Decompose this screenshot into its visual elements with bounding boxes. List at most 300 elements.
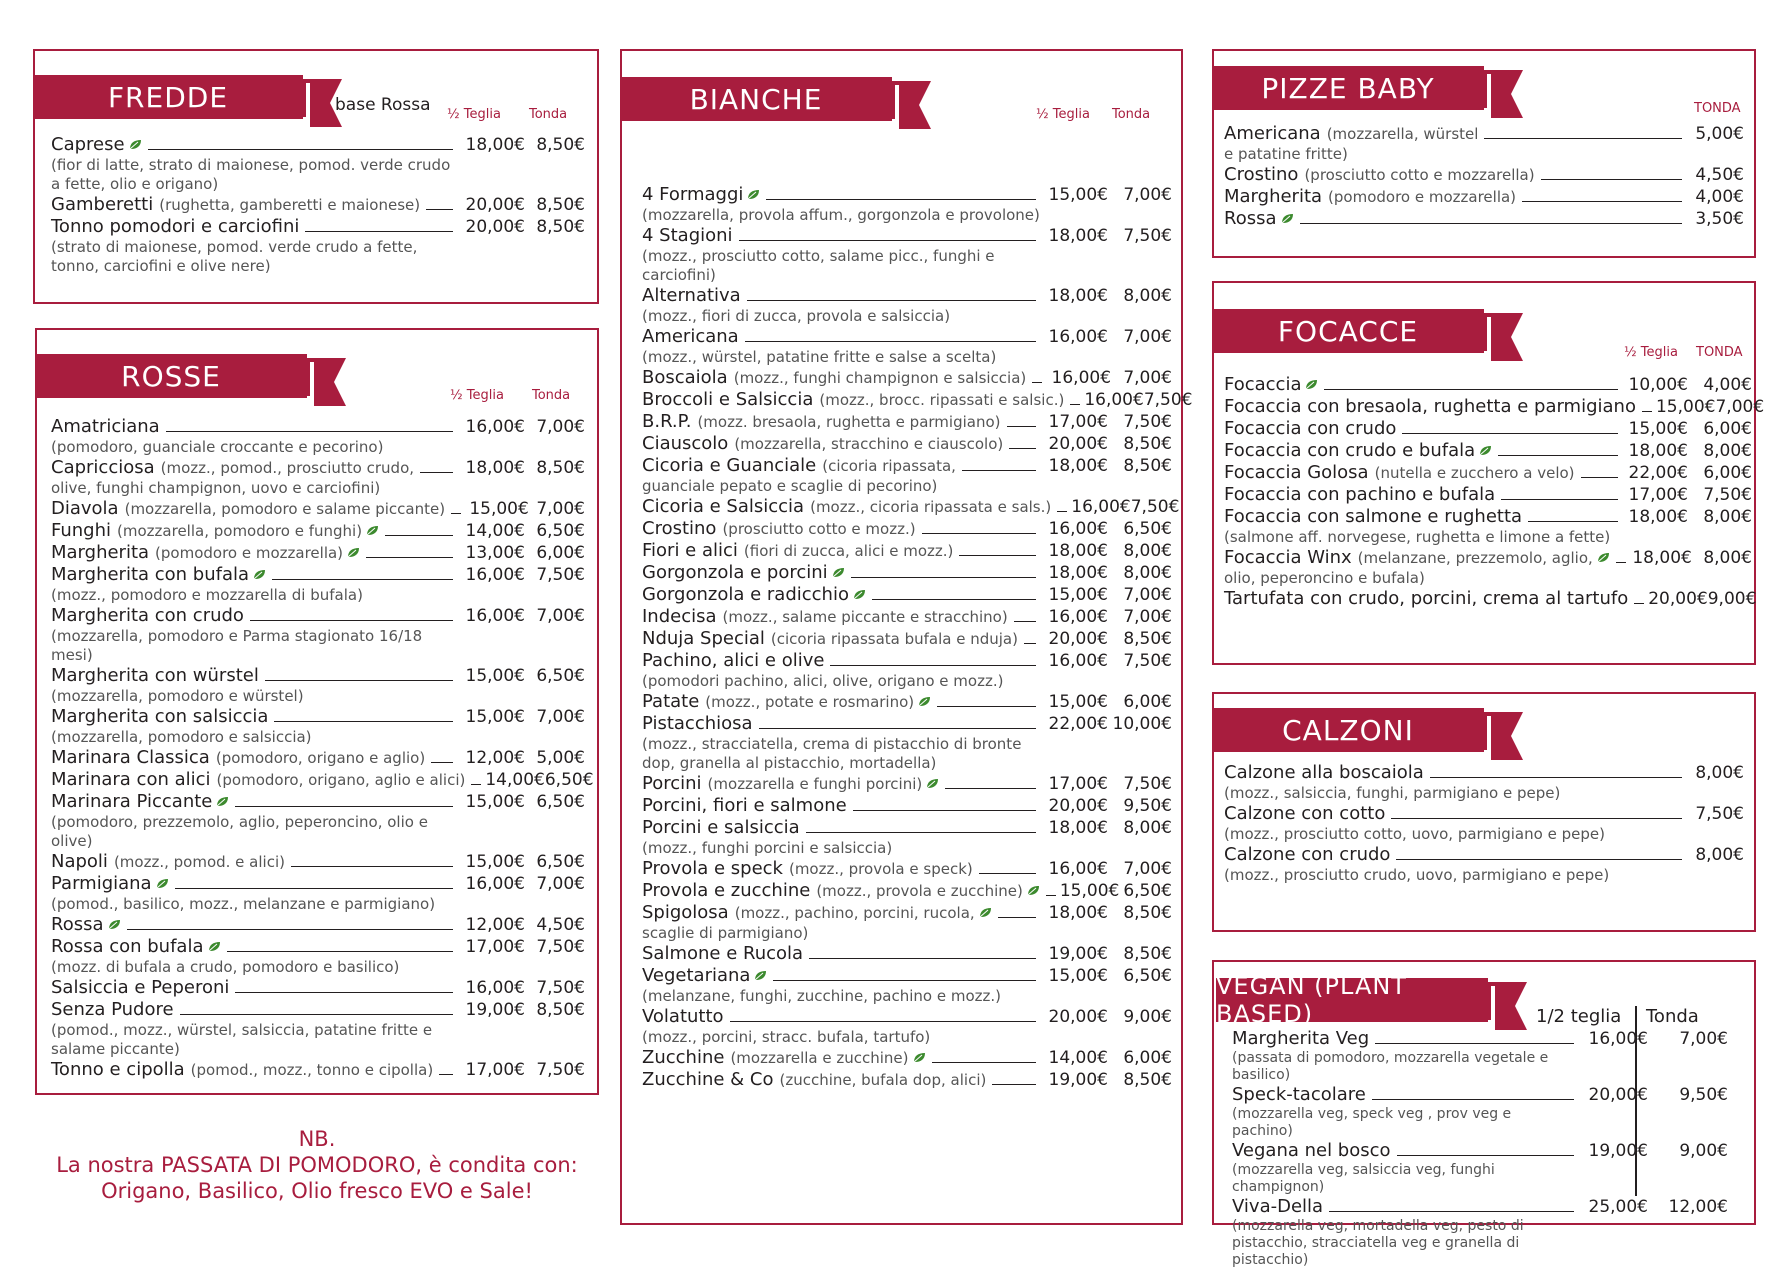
menu-item (51, 194, 585, 216)
price-tonda: 8,50€ (1123, 456, 1172, 476)
menu-item-line (642, 411, 1172, 433)
price-half-teglia: 16,00€ (465, 417, 525, 437)
item-name: Margherita Veg (1232, 1028, 1370, 1049)
item-ingredients: (mozz., pachino, porcini, rucola, (734, 904, 975, 922)
dotted-leader (366, 557, 453, 558)
item-name: Focaccia con bresaola, rughetta e parmigiano (1224, 396, 1636, 417)
dotted-leader (759, 728, 1036, 729)
price-half-teglia: 14,00€ (465, 521, 525, 541)
price-tonda: 7,00€ (536, 606, 585, 626)
price-tonda: 5,00€ (1695, 124, 1744, 144)
price-half-teglia: 12,00€ (465, 915, 525, 935)
menu-item (642, 650, 1172, 691)
menu-item-line (51, 977, 585, 999)
dotted-leader (291, 866, 453, 867)
menu-item (51, 564, 585, 605)
price-tonda: 8,00€ (1123, 563, 1172, 583)
price-tonda: 12,00€ (1668, 1197, 1728, 1217)
dotted-leader (1032, 382, 1042, 383)
section-rosse (35, 328, 599, 1095)
menu-item (51, 791, 585, 851)
menu-item-line (642, 285, 1172, 307)
menu-item (1224, 418, 1752, 440)
menu-item (642, 1047, 1172, 1069)
col-header-tonda: Tonda (529, 107, 568, 122)
menu-item (1224, 844, 1744, 885)
price-tonda: 4,50€ (1695, 165, 1744, 185)
price-tonda: 9,00€ (1707, 589, 1757, 609)
dotted-leader (739, 240, 1036, 241)
price-half-teglia: 15,00€ (465, 707, 525, 727)
menu-item (642, 584, 1172, 606)
menu-list (1224, 762, 1744, 885)
vegetarian-leaf-icon (754, 965, 767, 976)
item-description: (mozzarella veg, mortadella veg, pesto di pistacchio, stracciatella veg e granella di pistacchio) (1232, 1218, 1524, 1268)
price-tonda: 7,50€ (1123, 412, 1172, 432)
dotted-leader (1616, 562, 1626, 563)
menu-item-line (51, 194, 585, 216)
menu-item-line (642, 562, 1172, 584)
menu-item (51, 542, 585, 564)
menu-item (1224, 803, 1744, 844)
dotted-leader (451, 513, 461, 514)
price-tonda: 9,50€ (1123, 796, 1172, 816)
item-description: (mozzarella, pomodoro e würstel) (51, 687, 304, 705)
price-half-teglia: 16,00€ (1048, 519, 1108, 539)
dotted-leader (385, 535, 453, 536)
menu-item-line (51, 564, 585, 586)
menu-item-line (1224, 506, 1752, 528)
dotted-leader (806, 832, 1036, 833)
vegetarian-leaf-icon (1597, 547, 1610, 558)
item-ingredients: (prosciutto cotto e mozz.) (722, 520, 916, 538)
menu-item-line (1224, 762, 1744, 784)
item-name: Pistacchiosa (642, 713, 753, 734)
price-half-teglia: 18,00€ (1048, 226, 1108, 246)
price-half-teglia: 15,00€ (465, 666, 525, 686)
price-half-teglia: 16,00€ (1071, 497, 1131, 517)
item-ingredients: (pomodoro, origano e aglio) (215, 749, 426, 767)
menu-item (51, 747, 585, 769)
item-ingredients: (pomodoro, origano, aglio e alici) (216, 771, 466, 789)
dotted-leader (998, 917, 1036, 918)
dotted-leader (1396, 859, 1682, 860)
price-half-teglia: 15,00€ (1628, 419, 1688, 439)
item-name: Vegana nel bosco (1232, 1140, 1391, 1161)
dotted-leader (235, 992, 453, 993)
price-half-teglia: 16,00€ (1084, 390, 1144, 410)
item-description: (melanzane, funghi, zucchine, pachino e mozz.) (642, 987, 1001, 1005)
item-name: Margherita (1224, 186, 1323, 207)
nb-note (35, 1126, 599, 1204)
price-tonda: 8,50€ (536, 1000, 585, 1020)
price-half-teglia: 18,00€ (1048, 903, 1108, 923)
menu-item-line (51, 999, 585, 1021)
menu-item (51, 914, 585, 936)
item-ingredients: (mozz., brocc. ripassati e salsic.) (819, 391, 1065, 409)
dotted-leader (1324, 389, 1618, 390)
item-ingredients: (zucchine, bufala dop, alici) (779, 1071, 987, 1089)
price-tonda: 4,00€ (1703, 375, 1752, 395)
item-name: Indecisa (642, 606, 717, 627)
dotted-leader (830, 665, 1036, 666)
price-tonda: 8,50€ (536, 195, 585, 215)
dotted-leader (1501, 499, 1618, 500)
section-fredde (33, 49, 599, 304)
item-name: Cicoria e Salsiccia (642, 496, 805, 517)
price-half-teglia: 16,00€ (465, 606, 525, 626)
menu-list (1224, 123, 1744, 230)
menu-item (51, 873, 585, 914)
menu-item (642, 389, 1193, 411)
dotted-leader (1024, 643, 1036, 644)
item-name: Viva-Della (1232, 1196, 1324, 1217)
price-tonda: 9,00€ (1123, 1007, 1172, 1027)
vegetarian-leaf-icon (347, 542, 360, 553)
section-calzoni (1212, 692, 1756, 932)
item-ingredients: (mozz., cicoria ripassata e sals.) (810, 498, 1052, 516)
menu-item (642, 606, 1172, 628)
section-vegan (1212, 960, 1756, 1268)
menu-item-line (642, 795, 1172, 817)
price-half-teglia: 17,00€ (1048, 412, 1108, 432)
price-tonda: 7,50€ (536, 978, 585, 998)
ribbon-tail-icon (1483, 313, 1523, 361)
menu-item (51, 457, 585, 498)
item-ingredients: (mozz., funghi champignon e salsiccia) (733, 369, 1027, 387)
vegetarian-leaf-icon (129, 134, 142, 145)
price-half-teglia: 16,00€ (465, 565, 525, 585)
price-tonda: 8,50€ (536, 217, 585, 237)
menu-item-line (1224, 547, 1752, 569)
price-tonda: 6,00€ (536, 543, 585, 563)
menu-item-line (642, 1069, 1172, 1091)
item-name: Rossa (51, 914, 104, 935)
menu-item (51, 498, 585, 520)
item-description: (pomod., basilico, mozz., melanzane e parmigiano) (51, 895, 436, 913)
item-name: Broccoli e Salsiccia (642, 389, 814, 410)
item-name: Fiori e alici (642, 540, 738, 561)
col-header-half-teglia: 1/2 teglia (1536, 1006, 1622, 1027)
item-name: Vegetariana (642, 965, 751, 986)
menu-item-line (1224, 164, 1744, 186)
item-name: Focaccia con crudo e bufala (1224, 440, 1476, 461)
menu-item-line (51, 416, 585, 438)
price-tonda: 6,50€ (1123, 519, 1172, 539)
item-name: Rossa (1224, 208, 1277, 229)
price-tonda: 8,00€ (1123, 286, 1172, 306)
menu-item (642, 943, 1172, 965)
item-ingredients: (pomodoro e mozzarella) (1328, 188, 1517, 206)
dotted-leader (305, 231, 453, 232)
item-description: scaglie di parmigiano) (642, 924, 809, 942)
item-name: Americana (1224, 123, 1321, 144)
section-title-pizze-baby: PIZZE BABY (1212, 66, 1484, 110)
dotted-leader (851, 577, 1036, 578)
menu-item-line (642, 628, 1172, 650)
item-ingredients: (prosciutto cotto e mozzarella) (1304, 166, 1535, 184)
item-name: Marinara con alici (51, 769, 211, 790)
dotted-leader (1300, 223, 1683, 224)
price-half-teglia: 20,00€ (1648, 589, 1708, 609)
item-description: (pomodoro, guanciale croccante e pecorino) (51, 438, 384, 456)
price-half-teglia: 18,00€ (465, 135, 525, 155)
menu-list (1232, 1028, 1728, 1269)
item-ingredients: (nutella e zucchero a velo) (1374, 464, 1575, 482)
price-half-teglia: 22,00€ (1048, 714, 1108, 734)
item-ingredients: (rughetta, gamberetti e maionese) (159, 196, 421, 214)
dotted-leader (431, 762, 453, 763)
price-half-teglia: 16,00€ (1048, 859, 1108, 879)
menu-item (642, 326, 1172, 367)
price-tonda: 7,50€ (536, 1060, 585, 1080)
item-description: (passata di pomodoro, mozzarella vegetale e basilico) (1232, 1050, 1549, 1083)
menu-item (1224, 762, 1744, 803)
menu-item (51, 1059, 585, 1081)
price-half-teglia: 16,00€ (1051, 368, 1112, 388)
item-description: (strato di maionese, pomod. verde crudo a fette, tonno, carciofini e olive nere) (51, 238, 418, 275)
item-name: Focaccia Winx (1224, 547, 1352, 568)
menu-item (51, 216, 585, 276)
section-title-rosse: ROSSE (35, 354, 307, 398)
item-ingredients: (pomodoro e mozzarella) (155, 544, 344, 562)
menu-item (642, 496, 1180, 518)
menu-item-line (51, 706, 585, 728)
item-name: Caprese (51, 134, 125, 155)
price-tonda: 8,00€ (1703, 548, 1752, 568)
col-header-tonda: Tonda (1112, 107, 1151, 122)
price-tonda: 5,00€ (536, 748, 585, 768)
menu-item-line (642, 943, 1172, 965)
menu-item (642, 433, 1172, 455)
nb-line: La nostra PASSATA DI POMODORO, è condita con: (56, 1153, 578, 1177)
price-tonda: 9,50€ (1679, 1085, 1728, 1105)
dotted-leader (1391, 818, 1682, 819)
item-description: guanciale pepato e scaglie di pecorino) (642, 477, 938, 495)
menu-item (642, 713, 1172, 773)
item-ingredients: (mozz., provola e zucchine) (816, 882, 1023, 900)
menu-item (1232, 1084, 1728, 1140)
item-name: Zucchine & Co (642, 1069, 774, 1090)
item-name: Cicoria e Guanciale (642, 455, 817, 476)
price-tonda: 7,00€ (1123, 185, 1172, 205)
menu-item (1232, 1196, 1728, 1269)
dotted-leader (1541, 179, 1682, 180)
dotted-leader (730, 1021, 1036, 1022)
menu-item (642, 285, 1172, 326)
item-name: Focaccia con pachino e bufala (1224, 484, 1496, 505)
item-name: Gorgonzola e porcini (642, 562, 828, 583)
price-half-teglia: 25,00€ (1588, 1197, 1648, 1217)
menu-item-line (642, 965, 1172, 987)
item-ingredients: (mozz., provola e speck) (788, 860, 973, 878)
menu-item-line (642, 184, 1172, 206)
price-half-teglia: 16,00€ (465, 978, 525, 998)
price-tonda: 8,00€ (1703, 441, 1752, 461)
item-description: (mozzarella, pomodoro e salsiccia) (51, 728, 312, 746)
menu-item-line (1224, 440, 1752, 462)
menu-item-line (51, 1059, 585, 1081)
menu-item-line (51, 914, 585, 936)
price-tonda: 10,00€ (1112, 714, 1172, 734)
menu-item (642, 902, 1172, 943)
item-name: Porcini (642, 773, 702, 794)
dotted-leader (1634, 603, 1644, 604)
item-ingredients: (mozzarella e funghi porcini) (707, 775, 923, 793)
menu-item (1232, 1028, 1728, 1084)
price-half-teglia: 13,00€ (465, 543, 525, 563)
price-half-teglia: 20,00€ (1048, 434, 1108, 454)
item-description: (mozz., stracciatella, crema di pistacchio di bronte dop, granella al pistacchio, mortadella) (642, 735, 1022, 772)
col-header-tonda: TONDA (1696, 345, 1743, 360)
menu-item-line (51, 216, 585, 238)
item-name: Salsiccia e Peperoni (51, 977, 230, 998)
menu-item (1224, 164, 1744, 186)
item-description: (mozzarella veg, speck veg , prov veg e pachino) (1232, 1106, 1512, 1139)
price-half-teglia: 14,00€ (1048, 1048, 1108, 1068)
menu-item (1224, 484, 1752, 506)
item-name: Amatriciana (51, 416, 160, 437)
price-tonda: 7,50€ (1703, 485, 1752, 505)
item-name: Marinara Piccante (51, 791, 213, 812)
item-description: olio, peperoncino e bufala) (1224, 569, 1425, 587)
dotted-leader (426, 209, 453, 210)
dotted-leader (1070, 404, 1080, 405)
item-name: Gorgonzola e radicchio (642, 584, 849, 605)
menu-item (642, 411, 1172, 433)
menu-item (1224, 547, 1752, 588)
item-name: Boscaiola (642, 367, 728, 388)
nb-label: NB. (298, 1127, 336, 1151)
price-half-teglia: 19,00€ (465, 1000, 525, 1020)
menu-item (642, 773, 1172, 795)
item-ingredients: (mozz., pomod., prosciutto crudo, (160, 459, 415, 477)
item-name: Funghi (51, 520, 112, 541)
item-name: Gamberetti (51, 194, 154, 215)
ribbon-tail-icon (1483, 712, 1523, 760)
menu-item (1224, 588, 1757, 610)
price-half-teglia: 20,00€ (1048, 796, 1108, 816)
dotted-leader (272, 579, 453, 580)
menu-item-line (1224, 186, 1744, 208)
menu-item-line (1232, 1028, 1728, 1050)
price-tonda: 7,00€ (1679, 1029, 1728, 1049)
menu-item-line (642, 455, 1172, 477)
price-half-teglia: 20,00€ (465, 195, 525, 215)
vegetarian-leaf-icon (918, 691, 931, 702)
menu-item (642, 518, 1172, 540)
item-description: (mozz., prosciutto crudo, uovo, parmigiano e pepe) (1224, 866, 1610, 884)
dotted-leader (937, 706, 1036, 707)
section-title-vegan: VEGAN (PLANT BASED) (1216, 978, 1488, 1022)
menu-item-line (51, 605, 585, 627)
price-tonda: 8,50€ (536, 458, 585, 478)
menu-item (51, 936, 585, 977)
menu-item-line (642, 606, 1172, 628)
menu-item (642, 628, 1172, 650)
menu-item (51, 706, 585, 747)
menu-item-line (642, 902, 1172, 924)
price-half-teglia: 18,00€ (1628, 441, 1688, 461)
col-header-half-teglia: ½ Teglia (447, 107, 501, 122)
menu-list (51, 416, 594, 1081)
item-name: Napoli (51, 851, 108, 872)
vegetarian-leaf-icon (253, 564, 266, 575)
item-name: Capricciosa (51, 457, 155, 478)
price-tonda: 6,50€ (536, 521, 585, 541)
dotted-leader (250, 620, 453, 621)
menu-item-line (51, 665, 585, 687)
price-tonda: 9,00€ (1679, 1141, 1728, 1161)
item-description: (mozz., fiori di zucca, provola e salsiccia) (642, 307, 951, 325)
ribbon-tail-icon (891, 81, 931, 129)
menu-item (642, 225, 1172, 285)
price-half-teglia: 20,00€ (1048, 629, 1108, 649)
price-tonda: 7,50€ (536, 565, 585, 585)
menu-item (642, 965, 1172, 1006)
dotted-leader (274, 721, 453, 722)
item-ingredients: (cicoria ripassata, (822, 457, 956, 475)
vegetarian-leaf-icon (853, 584, 866, 595)
item-name: 4 Stagioni (642, 225, 733, 246)
dotted-leader (1007, 426, 1037, 427)
item-description: (pomod., mozz., würstel, salsiccia, patatine fritte e salame piccante) (51, 1021, 433, 1058)
dotted-leader (1046, 895, 1056, 896)
price-half-teglia: 10,00€ (1628, 375, 1688, 395)
item-name: Ciauscolo (642, 433, 729, 454)
item-name: Pachino, alici e olive (642, 650, 825, 671)
vegetarian-leaf-icon (208, 936, 221, 947)
dotted-leader (992, 1084, 1036, 1085)
item-description: olive, funghi champignon, uovo e carciofini) (51, 479, 381, 497)
dotted-leader (1430, 777, 1682, 778)
section-bianche (620, 49, 1193, 1225)
item-description: (fior di latte, strato di maionese, pomod. verde crudo a fette, olio e origano) (51, 156, 451, 193)
dotted-leader (148, 149, 453, 150)
menu-item (642, 691, 1172, 713)
price-tonda: 7,50€ (1130, 497, 1180, 517)
dotted-leader (439, 1074, 453, 1075)
price-half-teglia: 15,00€ (1059, 881, 1120, 901)
menu-item-line (642, 773, 1172, 795)
menu-item (1224, 186, 1744, 208)
menu-item (1224, 374, 1752, 396)
item-ingredients: (mozzarella, pomodoro e salame piccante) (124, 500, 446, 518)
item-ingredients: (mozzarella e zucchine) (730, 1049, 909, 1067)
item-ingredients: (mozz., salame piccante e stracchino) (722, 608, 1008, 626)
menu-item (51, 665, 585, 706)
item-name: Focaccia Golosa (1224, 462, 1369, 483)
menu-item-line (51, 498, 585, 520)
price-tonda: 6,50€ (536, 792, 585, 812)
price-half-teglia: 18,00€ (1048, 541, 1108, 561)
price-half-teglia: 18,00€ (1628, 507, 1688, 527)
dotted-leader (1528, 521, 1618, 522)
menu-item-line (1224, 484, 1752, 506)
menu-item (642, 795, 1172, 817)
menu-item-line (642, 1006, 1172, 1028)
menu-item (1224, 396, 1765, 418)
dotted-leader (1522, 201, 1682, 202)
item-name: Patate (642, 691, 700, 712)
price-half-teglia: 16,00€ (465, 874, 525, 894)
price-half-teglia: 15,00€ (469, 499, 529, 519)
dotted-leader (127, 929, 454, 930)
menu-item-line (1232, 1196, 1728, 1218)
dotted-leader (1014, 621, 1036, 622)
section-title-fredde: FREDDE (33, 75, 303, 119)
menu-item-line (51, 747, 585, 769)
